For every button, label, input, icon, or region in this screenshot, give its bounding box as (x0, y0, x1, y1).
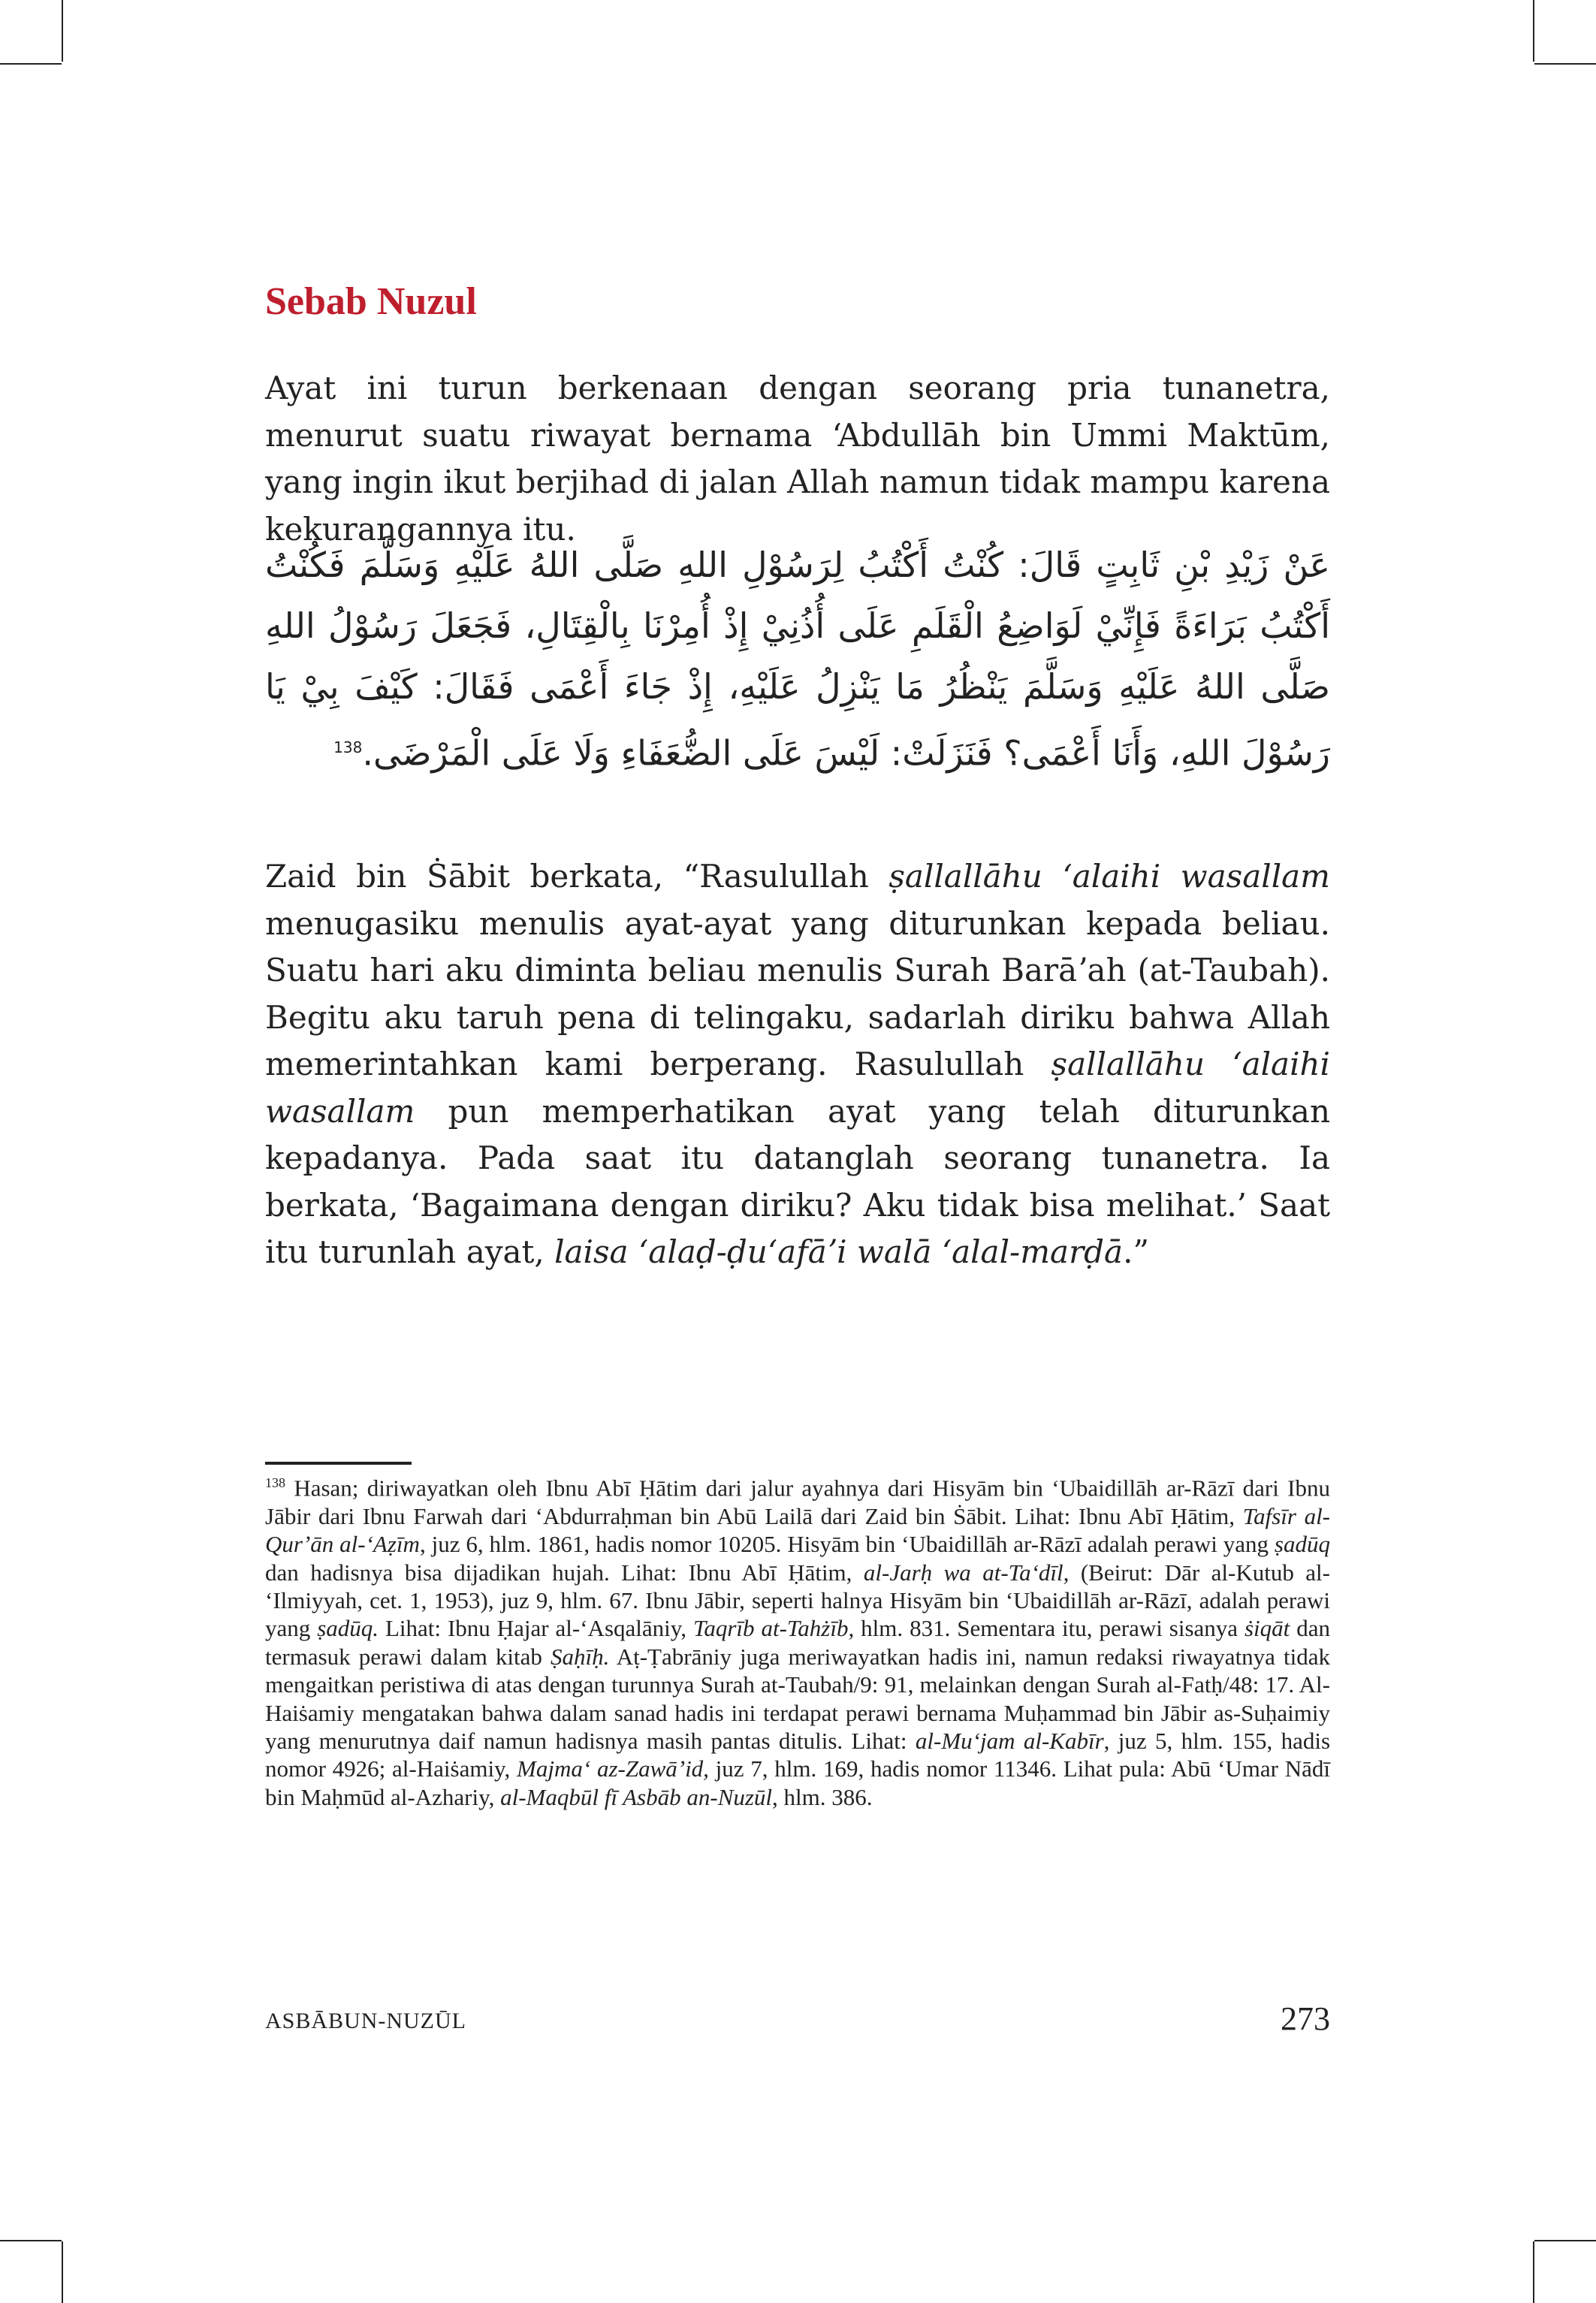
footnote-text: hlm. 831. Sementara itu, perawi sisanya (854, 1615, 1245, 1642)
translation-italic: laisa ʻalaḍ-ḍuʻafāʼi walā ʻalal-marḍā (554, 1233, 1124, 1270)
footnote-text: , hlm. 386. (772, 1783, 873, 1810)
footnote-italic: Majmaʻ az-Zawāʼid, (517, 1755, 709, 1782)
translation-italic: ṣallallāhu ʻalaihi wasallam (889, 858, 1330, 895)
translation-text: pun memperhatikan ayat yang telah diturunkan kepadanya. Pada saat itu datanglah seorang tunanetra. Ia berkata, ‘Bagaimana dengan diriku? Aku tidak bisa melihat.’ Saat itu turunlah ayat, (265, 1092, 1330, 1270)
footnote-text: Lihat: Ibnu Ḥajar al-ʻAsqalāniy, (379, 1615, 693, 1642)
page-number: 273 (1281, 2000, 1330, 2037)
crop-mark (1533, 2241, 1534, 2303)
translation-paragraph (265, 853, 1330, 1276)
footnote-number: 138 (265, 1475, 285, 1490)
arabic-text: عَنْ زَيْدِ بْنِ ثَابِتٍ قَالَ: كُنْتُ أَكْتُبُ لِرَسُوْلِ اللهِ صَلَّى اللهُ عَلَيْهِ وَسَلَّمَ فَكُنْتُ أَكْتُبُ بَرَاءَةً فَإِنِّيْ لَوَاضِعُ الْقَلَمِ عَلَى أُذُنِيْ إِذْ أُمِرْنَا بِالْقِتَالِ، فَجَعَلَ رَسُوْلُ اللهِ صَلَّى اللهُ عَلَيْهِ وَسَلَّمَ يَنْظُرُ مَا يَنْزِلُ عَلَيْهِ، إِذْ جَاءَ أَعْمَى فَقَالَ: كَيْفَ بِيْ يَا رَسُوْلَ اللهِ، وَأَنَا أَعْمَى؟ فَنَزَلَتْ: لَيْسَ عَلَى الضُّعَفَاءِ وَلَا عَلَى الْمَرْضَى. (265, 545, 1330, 774)
crop-mark (62, 0, 63, 62)
translation-italic: ṣallallāhu ʻalaihi wasallam (265, 1046, 1330, 1130)
footnote-italic: al-Muʻjam al-Kabīr (915, 1727, 1104, 1754)
footnote-italic: ṣadūq (1274, 1531, 1330, 1558)
translation-text: .” (1123, 1233, 1149, 1270)
footnote-text: Hasan; diriwayatkan oleh Ibnu Abī Ḥātim dari jalur ayahnya dari Hisyām bin ʻUbaidillāh ar-Rāzī dari Ibnu Jābir dari Ibnu Farwah dari ʻAbdurraḥman bin Abū Lailā dari Zaid bin Ṡābit. Lihat: Ibnu Abī Ḥātim, (265, 1474, 1330, 1529)
section-heading: Sebab Nuzul (265, 280, 477, 323)
footnote-italic: Taqrīb at-Tahżīb, (692, 1615, 855, 1642)
intro-paragraph: Ayat ini turun berkenaan dengan seorang pria tunanetra, menurut suatu riwayat bernama ʻAbdullāh bin Ummi Maktūm, yang ingin ikut berjihad di jalan Allah namun tidak mampu karena kekurangannya itu. (265, 370, 1330, 548)
footnote-text: , juz 6, hlm. 1861, hadis nomor 10205. Hisyām bin ʻUbaidillāh ar-Rāzī adalah perawi yang (419, 1531, 1275, 1558)
footnote-italic: ṡiqāt (1244, 1615, 1290, 1642)
footnote (265, 1469, 1330, 1811)
translation-text: menugasiku menulis ayat-ayat yang diturunkan kepada beliau. Suatu hari aku diminta beliau menulis Surah Barāʼah (at-Taubah). Begitu aku taruh pena di telingaku, sadarlah diriku bahwa Allah memerintahkan kami berperang. Rasulullah (265, 904, 1330, 1082)
footnote-text: dan termasuk perawi dalam kitab (265, 1615, 1330, 1670)
crop-mark (1534, 63, 1596, 65)
footnote-italic: ṣadūq. (317, 1615, 379, 1642)
footnote-text: juz 7, hlm. 169, hadis nomor 11346. Lihat pula: Abū ʻUmar Nādī bin Maḥmūd al-Azhariy, (265, 1755, 1330, 1810)
footnote-text: (Beirut: Dār al-Kutub al-ʻIlmiyyah, cet. 1, 1953), juz 9, hlm. 67. Ibnu Jābir, seperti halnya Hisyām bin ʻUbaidillāh ar-Rāzī, adalah perawi yang (265, 1559, 1330, 1642)
running-title: ASBĀBUN-NUZŪL (265, 2009, 466, 2033)
crop-mark (1533, 0, 1534, 62)
crop-mark (0, 2240, 62, 2241)
footnote-italic: al-Jarḥ wa at-Taʻdīl, (863, 1559, 1070, 1586)
footnote-divider (265, 1462, 412, 1465)
footnote-italic: Ṣaḥīḥ. (551, 1643, 610, 1670)
crop-mark (62, 2241, 63, 2303)
crop-mark (1534, 2240, 1596, 2241)
arabic-hadith (265, 535, 1330, 783)
footnote-italic: al-Maqbūl fī Asbāb an-Nuzūl (500, 1783, 773, 1810)
translation-text: Zaid bin Ṡābit berkata, “Rasulullah (265, 858, 889, 895)
footnote-text: Aṭ-Ṭabrāniy juga meriwayatkan hadis ini, namun redaksi riwayatnya tidak mengaitkan peristiwa di atas dengan turunnya Surah at-Taubah/9: 91, melainkan dengan Surah al-Fatḥ/48: 17. Al-Haiṡamiy mengatakan bahwa dalam sanad hadis ini terdapat perawi bernama Muḥammad bin Jābir as-Suḥaimiy yang menurutnya daif namun hadisnya masih pantas ditulis. Lihat: (265, 1643, 1330, 1754)
footnote-text: dan hadisnya bisa dijadikan hujah. Lihat: Ibnu Abī Ḥātim, (265, 1559, 864, 1586)
footnote-reference[interactable]: 138 (333, 738, 363, 756)
crop-mark (0, 63, 62, 65)
footnote-text: , juz 5, hlm. 155, hadis nomor 4926; al-Haiṡamiy, (265, 1727, 1331, 1782)
footnote-italic: Tafsīr al-Qurʼān al-ʻAẓīm (265, 1502, 1331, 1558)
